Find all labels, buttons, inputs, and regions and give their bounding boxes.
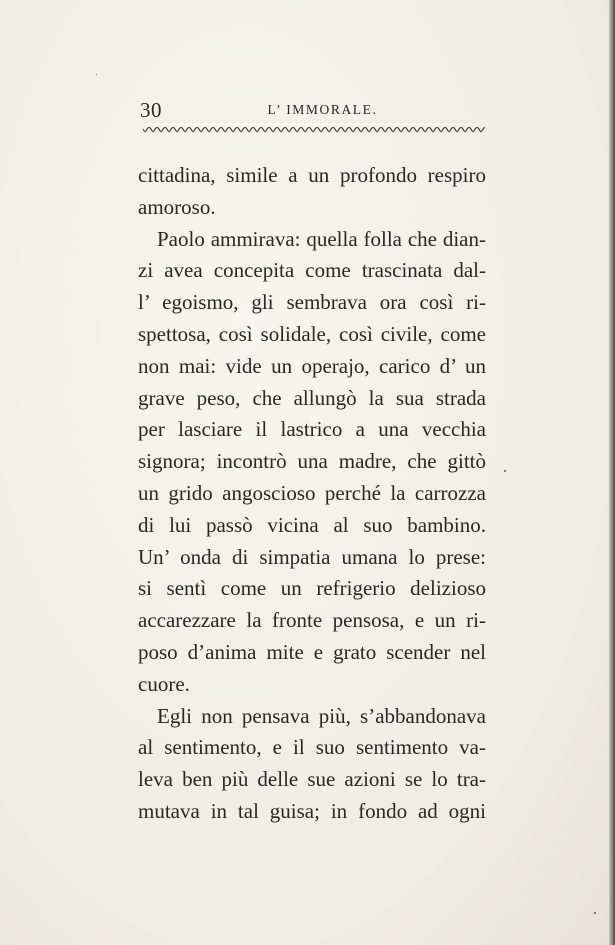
paper-speck <box>96 74 97 75</box>
text-line: si sentì come un refrigerio delizioso <box>138 576 486 601</box>
text-line: cuore. <box>138 671 190 696</box>
decorative-rule <box>143 126 485 135</box>
text-line: per lasciare il lastrico a una vecchia <box>138 417 486 442</box>
page-edge-shadow <box>609 0 615 945</box>
text-line: accarezzare la fronte pensosa, e un ri- <box>138 608 486 633</box>
text-line: amoroso. <box>138 194 216 219</box>
text-line: un grido angoscioso perché la carrozza <box>138 480 486 505</box>
text-line: spettosa, così solidale, così civile, come <box>138 321 486 346</box>
paper-speck <box>504 470 506 472</box>
text-line: al sentimento, e il suo sentimento va- <box>138 735 486 760</box>
text-line: Un’ onda di simpatia umana lo prese: <box>138 544 486 569</box>
text-line: non mai: vide un operajo, carico d’ un <box>138 353 486 378</box>
running-title: L’ IMMORALE. <box>267 102 378 117</box>
text-line: l’ egoismo, gli sembrava ora così ri- <box>138 290 486 315</box>
text-line: zi avea concepita come trascinata dal- <box>138 258 486 283</box>
running-header <box>140 98 485 122</box>
paper-speck <box>594 912 596 914</box>
text-line: mutava in tal guisa; in fondo ad ogni <box>138 798 486 823</box>
text-line: leva ben più delle sue azioni se lo tra- <box>138 767 486 792</box>
text-line: grave peso, che allungò la sua strada <box>138 385 486 410</box>
text-line: Paolo ammirava: quella folla che dian- <box>157 226 486 251</box>
text-line: di lui passò vicina al suo bambino. <box>138 512 486 537</box>
page-number: 30 <box>140 98 162 122</box>
text-line: signora; incontrò una madre, che gittò <box>138 449 486 474</box>
text-line: Egli non pensava più, s’abbandonava <box>157 703 486 728</box>
body-text <box>138 160 486 828</box>
text-line: cittadina, simile a un profondo respiro <box>138 163 486 187</box>
text-line: poso d’anima mite e grato scender nel <box>138 639 486 664</box>
